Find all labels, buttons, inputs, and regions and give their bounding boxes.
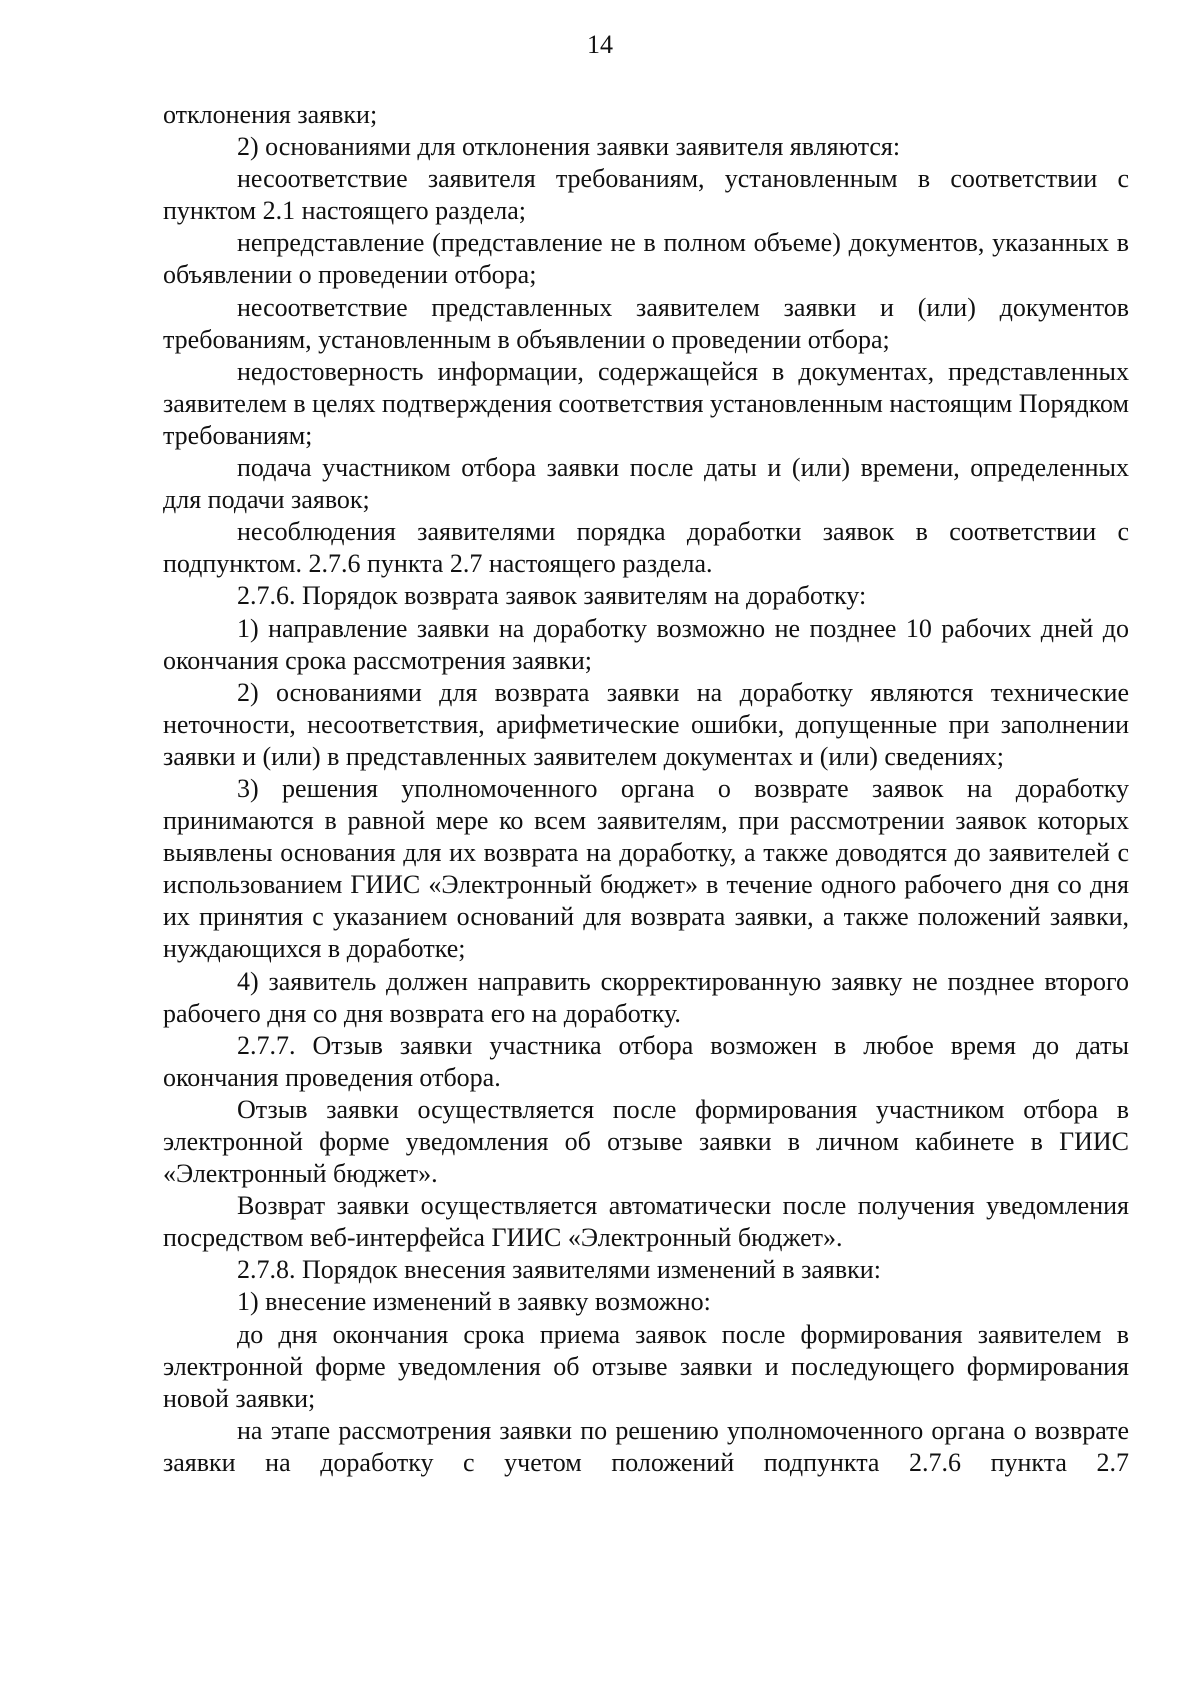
paragraph-10: 1) направление заявки на доработку возможно не позднее 10 рабочих дней до окончания срока рассмотрения заявки; [163, 613, 1129, 675]
paragraph-13: 4) заявитель должен направить скорректированную заявку не позднее второго рабочего дня со дня возврата его на доработку. [163, 966, 1129, 1028]
paragraph-9: 2.7.6. Порядок возврата заявок заявителям на доработку: [237, 581, 867, 611]
paragraph-7: подача участником отбора заявки после даты и (или) времени, определенных для подачи заявок; [163, 453, 1129, 515]
paragraph-5: несоответствие представленных заявителем заявки и (или) документов требованиям, установленным в объявлении о проведении отбора; [163, 292, 1129, 354]
paragraph-2: 2) основаниями для отклонения заявки заявителя являются: [237, 132, 901, 162]
paragraph-12: 3) решения уполномоченного органа о возврате заявок на доработку принимаются в равной мере ко всем заявителям, при рассмотрении заявок которых выявлены основания для их возврата на доработку, а также доводятся до заявителей с использованием ГИИС «Электронный бюджет» в течение одного рабочего дня со дня их принятия с указанием оснований для возврата заявки, а также положений заявки, нуждающихся в доработке; [163, 773, 1129, 964]
paragraph-4: непредставление (представление не в полном объеме) документов, указанных в объявлении о проведении отбора; [163, 228, 1129, 290]
paragraph-1: отклонения заявки; [163, 100, 378, 129]
paragraph-8: несоблюдения заявителями порядка доработки заявок в соответствии с подпунктом. 2.7.6 пункта 2.7 настоящего раздела. [163, 517, 1129, 579]
page-number: 14 [587, 30, 613, 59]
paragraph-20: на этапе рассмотрения заявки по решению уполномоченного органа о возврате заявки на доработку с учетом положений подпункта 2.7.6 пункта 2.7 [163, 1415, 1129, 1477]
paragraph-14: 2.7.7. Отзыв заявки участника отбора возможен в любое время до даты окончания проведения отбора. [163, 1030, 1129, 1092]
paragraph-16: Возврат заявки осуществляется автоматически после получения уведомления посредством веб-интерфейса ГИИС «Электронный бюджет». [163, 1191, 1129, 1253]
paragraph-17: 2.7.8. Порядок внесения заявителями изменений в заявки: [237, 1255, 881, 1285]
paragraph-18: 1) внесение изменений в заявку возможно: [237, 1287, 711, 1317]
paragraph-15: Отзыв заявки осуществляется после формирования участником отбора в электронной форме уведомления об отзыве заявки в личном кабинете в ГИИС «Электронный бюджет». [163, 1094, 1129, 1189]
paragraph-3: несоответствие заявителя требованиям, установленным в соответствии с пунктом 2.1 настоящего раздела; [163, 164, 1129, 226]
paragraph-11: 2) основаниями для возврата заявки на доработку являются технические неточности, несоответствия, арифметические ошибки, допущенные при заполнении заявки и (или) в представленных заявителем документах и (или) сведениях; [163, 677, 1129, 771]
document-body [163, 99, 1129, 1479]
paragraph-19: до дня окончания срока приема заявок после формирования заявителем в электронной форме уведомления об отзыве заявки и последующего формирования новой заявки; [163, 1319, 1129, 1413]
paragraph-6: недостоверность информации, содержащейся в документах, представленных заявителем в целях подтверждения соответствия установленным настоящим Порядком требованиям; [163, 356, 1129, 450]
